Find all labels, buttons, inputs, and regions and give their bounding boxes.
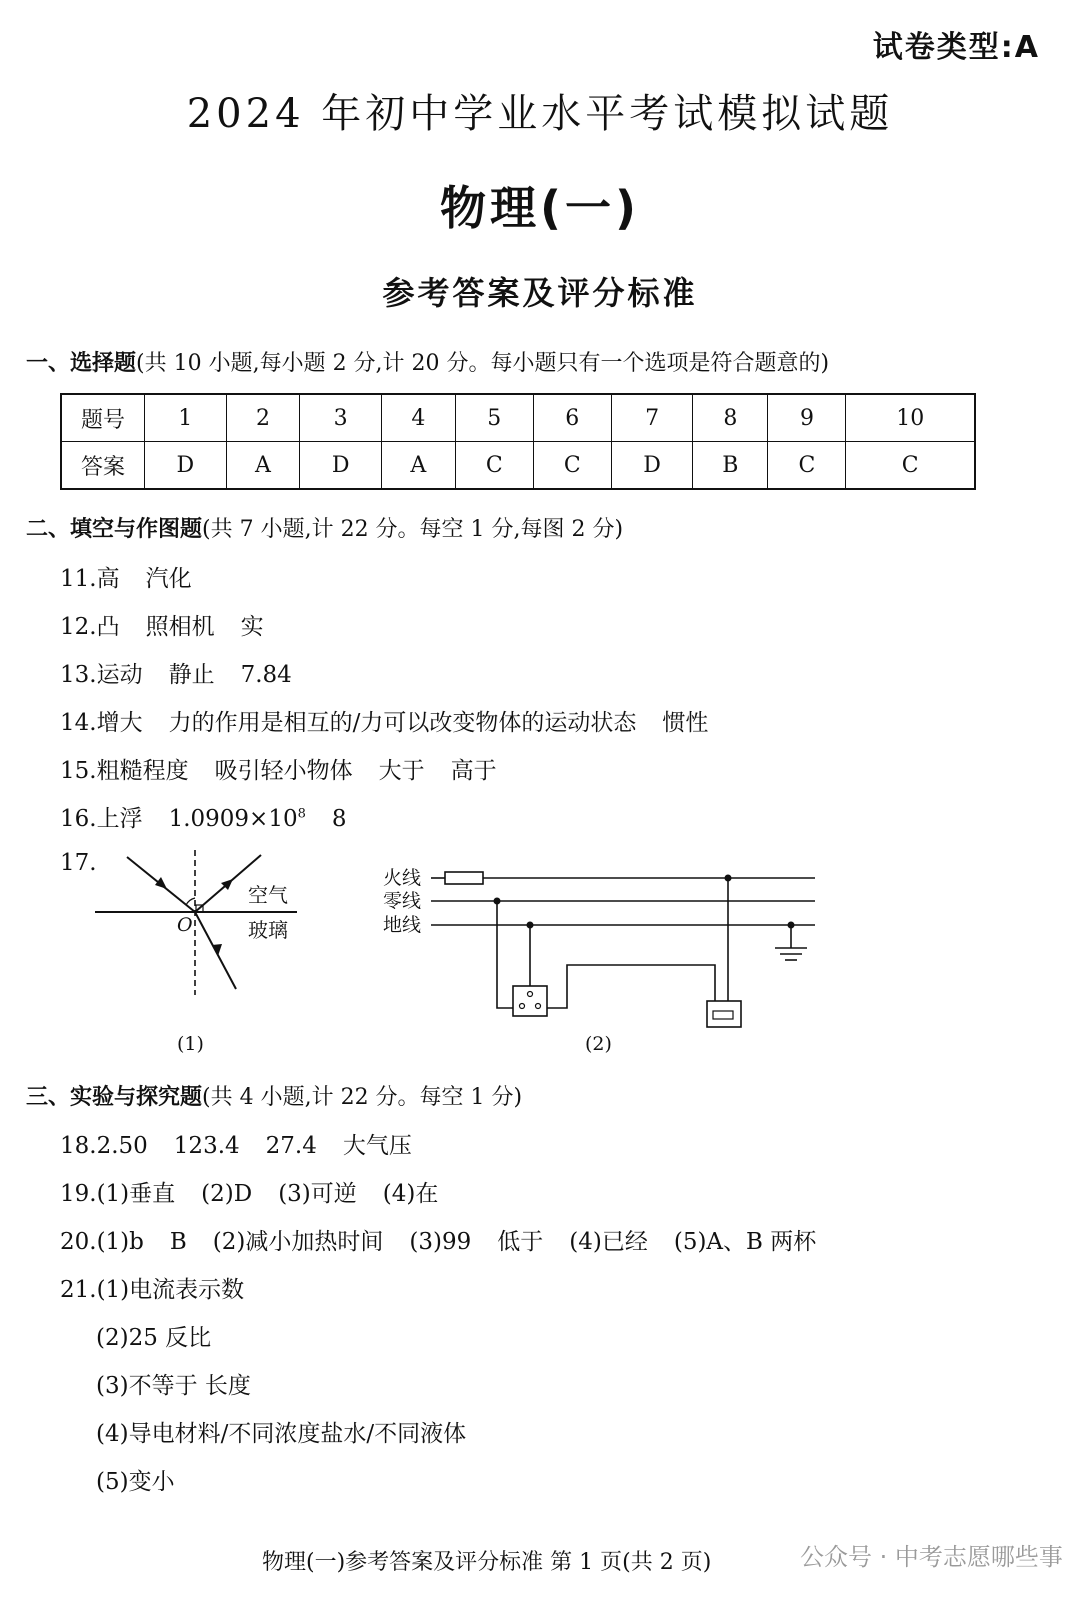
table-cell: 5 — [455, 394, 533, 442]
table-header-number: 题号 — [61, 394, 145, 442]
table-cell: 8 — [693, 394, 768, 442]
answer-text: 凸 — [96, 614, 120, 640]
answer-text: 1.0909×10 — [168, 806, 298, 832]
incident-arrow-icon — [155, 877, 167, 889]
table-cell: 6 — [533, 394, 611, 442]
answer-line-20 — [60, 1223, 816, 1256]
answer-text: (4)已经 — [569, 1229, 648, 1255]
answer-line-21-3: (3)不等于 长度 — [96, 1373, 251, 1399]
fuse-icon — [445, 872, 483, 884]
answer-line-18 — [60, 1127, 412, 1160]
refraction-diagram — [85, 845, 315, 1065]
table-row-answers — [61, 442, 975, 490]
answer-text: 高 — [96, 566, 120, 592]
answer-line-16 — [60, 800, 347, 833]
answer-text: 大气压 — [342, 1133, 412, 1159]
answer-text: (3)99 — [409, 1229, 472, 1255]
answer-text: 27.4 — [265, 1133, 317, 1159]
circuit-diagram — [375, 860, 825, 1060]
air-label: 空气 — [248, 883, 288, 907]
question-number: 13. — [60, 662, 97, 688]
table-cell: A — [226, 442, 300, 490]
answer-text: 低于 — [497, 1229, 544, 1255]
question-number: 18. — [60, 1133, 97, 1159]
page-footer: 物理(一)参考答案及评分标准 第 1 页(共 2 页) — [262, 1550, 712, 1575]
subject-title: 物理(一) — [439, 181, 641, 235]
exponent: 8 — [297, 806, 306, 822]
table-cell: C — [455, 442, 533, 490]
section-2-heading — [26, 512, 623, 543]
answer-text: 123.4 — [173, 1133, 240, 1159]
answer-text: 粗糙程度 — [96, 758, 189, 784]
table-cell: A — [381, 442, 455, 490]
table-cell: 9 — [768, 394, 846, 442]
question-number: 16. — [60, 806, 97, 832]
answer-line-12 — [60, 608, 264, 641]
answer-line-21 — [60, 1271, 244, 1304]
answer-table — [60, 393, 976, 490]
section-3-heading — [26, 1080, 522, 1111]
figure-1-caption: (1) — [177, 1033, 204, 1055]
answer-line-19 — [60, 1175, 438, 1208]
answer-text: 7.84 — [240, 662, 292, 688]
table-cell: C — [533, 442, 611, 490]
section-2-note: (共 7 小题,计 22 分。每空 1 分,每图 2 分) — [202, 517, 624, 542]
question-number: 15. — [60, 758, 97, 784]
neutral-wire-label: 零线 — [383, 890, 422, 912]
answer-text: (4)在 — [382, 1181, 439, 1207]
exam-title: 2024 年初中学业水平考试模拟试题 — [186, 91, 894, 137]
question-number: 20. — [60, 1229, 97, 1255]
socket-icon — [513, 986, 547, 1016]
section-1-note: (共 10 小题,每小题 2 分,计 20 分。每小题只有一个选项是符合题意的) — [136, 351, 830, 376]
angle-arc — [186, 898, 195, 905]
table-cell: 7 — [611, 394, 693, 442]
glass-label: 玻璃 — [248, 918, 288, 942]
table-cell: D — [300, 442, 382, 490]
table-cell: D — [145, 442, 227, 490]
question-number: 11. — [60, 566, 97, 592]
figure-2-caption: (2) — [585, 1033, 612, 1055]
answer-text: 静止 — [168, 662, 215, 688]
table-cell: 1 — [145, 394, 227, 442]
answer-line-13 — [60, 656, 292, 689]
answer-text: 上浮 — [96, 806, 143, 832]
answer-text: 运动 — [96, 662, 143, 688]
table-cell: C — [846, 442, 975, 490]
answer-line-21-2: (2)25 反比 — [96, 1325, 212, 1351]
table-cell: C — [768, 442, 846, 490]
question-number: 21. — [60, 1277, 97, 1303]
table-row-numbers — [61, 394, 975, 442]
answer-line-21-4: (4)导电材料/不同浓度盐水/不同液体 — [96, 1421, 467, 1447]
table-cell: 3 — [300, 394, 382, 442]
answer-text: 照相机 — [145, 614, 215, 640]
question-number: 19. — [60, 1181, 97, 1207]
answer-text: 8 — [331, 806, 347, 832]
section-2-title: 二、填空与作图题 — [26, 517, 203, 542]
answer-text: 吸引轻小物体 — [214, 758, 353, 784]
section-1-heading — [26, 346, 829, 377]
answer-key-title: 参考答案及评分标准 — [382, 274, 698, 312]
answer-text: (5)A、B 两杯 — [673, 1229, 817, 1255]
answer-line-11 — [60, 560, 192, 593]
answer-text: (2)D — [201, 1181, 253, 1207]
answer-text: B — [169, 1229, 187, 1255]
answer-line-14 — [60, 704, 708, 737]
section-3-title: 三、实验与探究题 — [26, 1085, 203, 1110]
question-number: 14. — [60, 710, 97, 736]
table-cell: D — [611, 442, 693, 490]
section-1-title: 一、选择题 — [26, 351, 137, 376]
answer-text: 惯性 — [662, 710, 709, 736]
section-3-note: (共 4 小题,计 22 分。每空 1 分) — [202, 1085, 523, 1110]
table-header-answer: 答案 — [61, 442, 145, 490]
origin-label: O — [177, 914, 193, 936]
answer-text: (2)减小加热时间 — [212, 1229, 384, 1255]
live-wire-label: 火线 — [383, 867, 422, 889]
answer-line-21-5: (5)变小 — [96, 1469, 175, 1495]
answer-text: 2.50 — [96, 1133, 148, 1159]
ground-wire-label: 地线 — [383, 914, 422, 936]
answer-text: 实 — [240, 614, 264, 640]
answer-text: (1)电流表示数 — [96, 1277, 245, 1303]
question-number: 12. — [60, 614, 97, 640]
answer-text: 大于 — [378, 758, 425, 784]
table-cell: 4 — [381, 394, 455, 442]
answer-text: (1)垂直 — [96, 1181, 176, 1207]
answer-text: (1)b — [96, 1229, 144, 1255]
table-cell: 2 — [226, 394, 300, 442]
paper-type-label: 试卷类型:A — [872, 30, 1040, 65]
answer-text: 力的作用是相互的/力可以改变物体的运动状态 — [168, 710, 637, 736]
table-cell: 10 — [846, 394, 975, 442]
watermark: 公众号 · 中考志愿哪些事 — [800, 1543, 1063, 1571]
answer-text: 高于 — [450, 758, 497, 784]
answer-text: 增大 — [96, 710, 143, 736]
question-number-17: 17. — [60, 850, 97, 876]
answer-text: (3)可逆 — [278, 1181, 357, 1207]
table-cell: B — [693, 442, 768, 490]
answer-line-15 — [60, 752, 497, 785]
answer-text: 汽化 — [145, 566, 192, 592]
